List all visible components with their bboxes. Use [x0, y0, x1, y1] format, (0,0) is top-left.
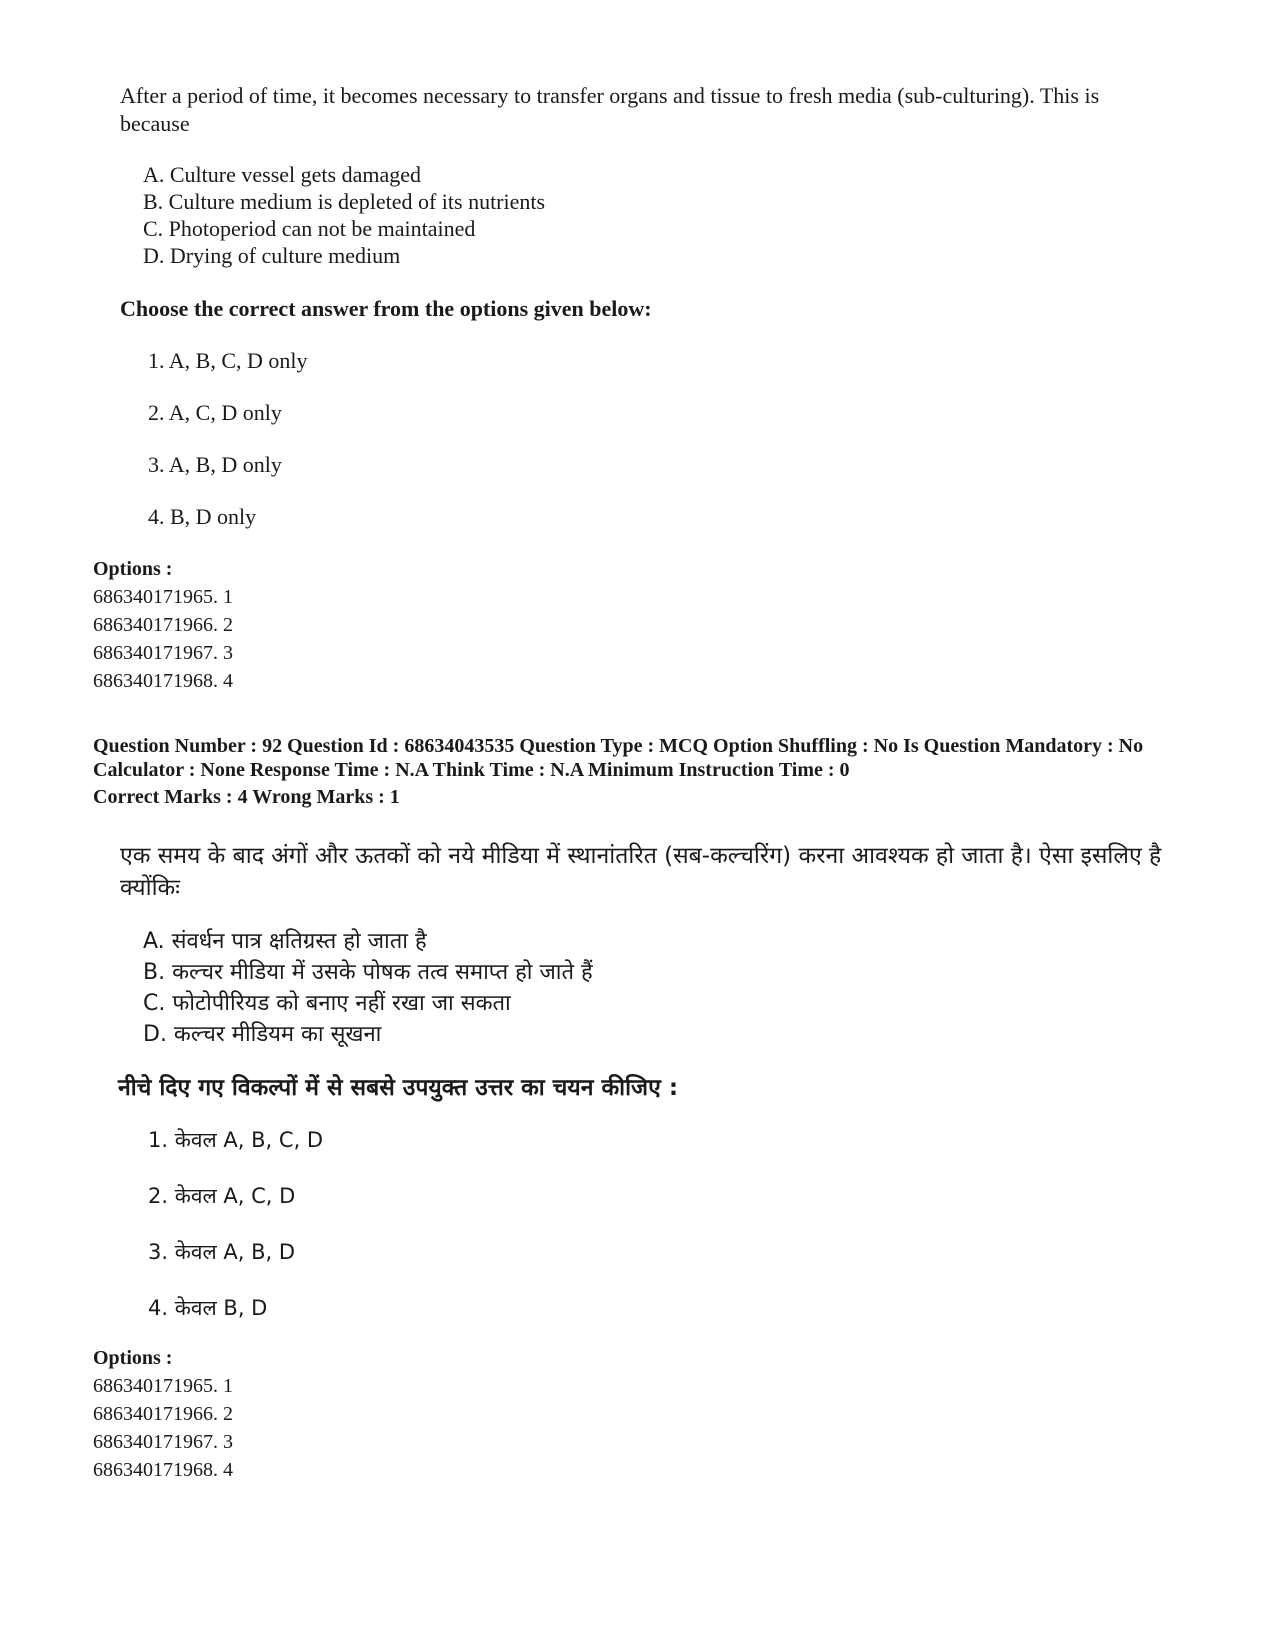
option-id-7: 686340171967. 3 — [93, 1431, 233, 1453]
statement-a-en: A. Culture vessel gets damaged — [143, 162, 421, 187]
question-marks: Correct Marks : 4 Wrong Marks : 1 — [93, 786, 400, 808]
choice-4-en: 4. B, D only — [148, 504, 257, 529]
question-text-en: After a period of time, it becomes necessary to transfer organs and tissue to fresh media (sub-culturing). This is because — [120, 83, 1100, 136]
question-meta: Question Number : 92 Question Id : 68634043535 Question Type : MCQ Option Shuffling : No Is Question Mandatory : No Calculator : None Response Time : N.A Think Time : N.A Minimum Instruction Time : 0 — [93, 735, 1144, 781]
choice-3-en: 3. A, B, D only — [148, 452, 282, 477]
statement-c-hi: C. फोटोपीरियड को बनाए नहीं रखा जा सकता — [143, 991, 511, 1016]
choice-4-hi: 4. केवल B, D — [148, 1296, 268, 1320]
statement-d-en: D. Drying of culture medium — [143, 243, 401, 268]
question-text-hi: एक समय के बाद अंगों और ऊतकों को नये मीडिया में स्थानांतरित (सब-कल्चरिंग) करना आवश्यक हो जाता है। ऐसा इसलिए है क्योंकिः — [120, 843, 1162, 901]
option-id-4: 686340171968. 4 — [93, 670, 233, 692]
statement-a-hi: A. संवर्धन पात्र क्षतिग्रस्त हो जाता है — [143, 929, 427, 954]
option-id-5: 686340171965. 1 — [93, 1375, 233, 1397]
choice-2-en: 2. A, C, D only — [148, 400, 282, 425]
options-title-2: Options : — [93, 1347, 173, 1369]
option-id-3: 686340171967. 3 — [93, 642, 233, 664]
option-id-2: 686340171966. 2 — [93, 614, 233, 636]
instruction-hi: नीचे दिए गए विकल्पों में से सबसे उपयुक्त उत्तर का चयन कीजिए : — [118, 1075, 679, 1101]
statement-d-hi: D. कल्चर मीडियम का सूखना — [143, 1022, 382, 1047]
choice-1-hi: 1. केवल A, B, C, D — [148, 1128, 324, 1152]
option-id-6: 686340171966. 2 — [93, 1403, 233, 1425]
choice-2-hi: 2. केवल A, C, D — [148, 1184, 296, 1208]
statement-b-hi: B. कल्चर मीडिया में उसके पोषक तत्व समाप्त हो जाते हैं — [143, 960, 593, 985]
options-title-1: Options : — [93, 558, 173, 580]
statement-b-en: B. Culture medium is depleted of its nutrients — [143, 189, 546, 214]
statement-c-en: C. Photoperiod can not be maintained — [143, 216, 476, 241]
choice-3-hi: 3. केवल A, B, D — [148, 1240, 296, 1264]
option-id-8: 686340171968. 4 — [93, 1459, 233, 1481]
option-id-1: 686340171965. 1 — [93, 586, 233, 608]
instruction-en: Choose the correct answer from the options given below: — [120, 296, 652, 321]
choice-1-en: 1. A, B, C, D only — [148, 348, 308, 373]
